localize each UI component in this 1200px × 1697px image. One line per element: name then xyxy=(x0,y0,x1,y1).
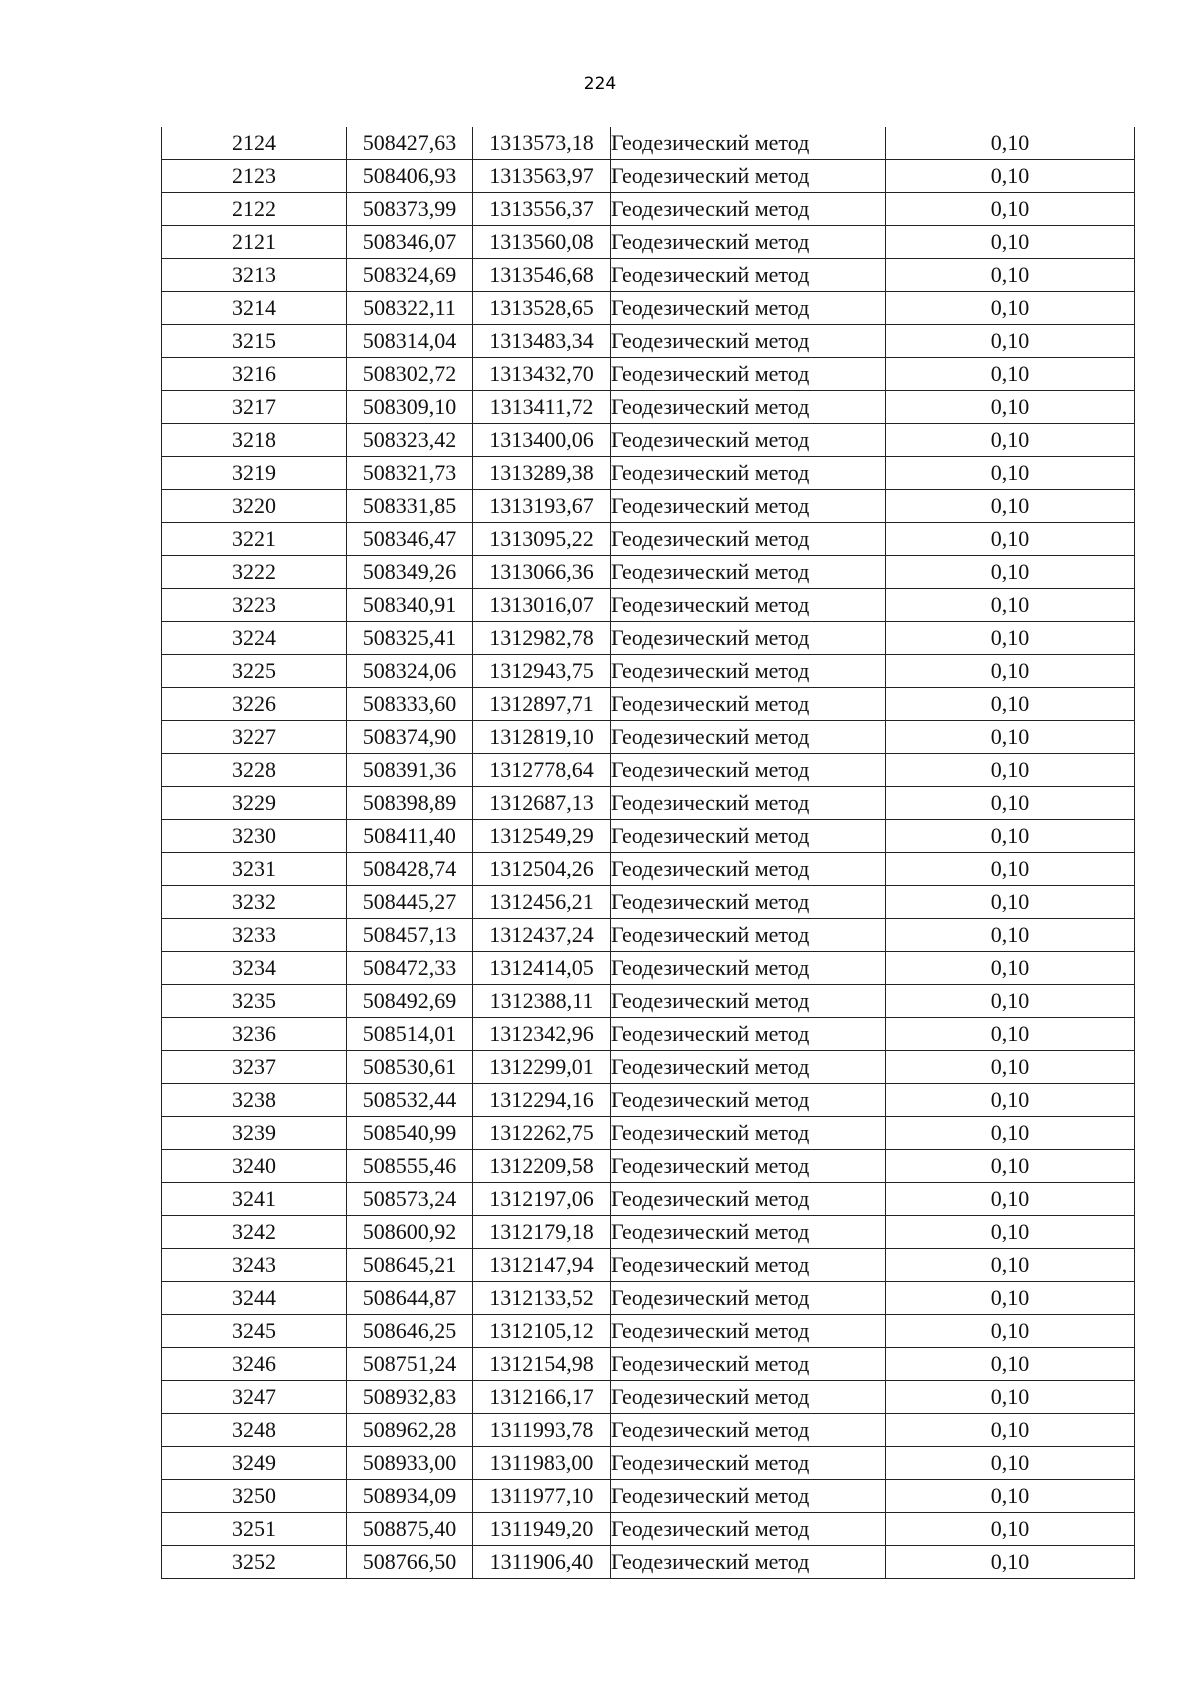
accuracy-cell: 0,10 xyxy=(886,1282,1135,1315)
method-cell: Геодезический метод xyxy=(611,259,886,292)
x-coordinate-cell: 508391,36 xyxy=(347,754,473,787)
y-coordinate-cell: 1312388,11 xyxy=(473,985,611,1018)
accuracy-cell: 0,10 xyxy=(886,1018,1135,1051)
table-row xyxy=(162,1447,1135,1480)
method-cell: Геодезический метод xyxy=(611,1381,886,1414)
table-row xyxy=(162,1183,1135,1216)
table-row xyxy=(162,952,1135,985)
point-number-cell: 3236 xyxy=(162,1018,347,1051)
accuracy-cell: 0,10 xyxy=(886,1480,1135,1513)
x-coordinate-cell: 508457,13 xyxy=(347,919,473,952)
table-row xyxy=(162,1480,1135,1513)
method-cell: Геодезический метод xyxy=(611,556,886,589)
y-coordinate-cell: 1312943,75 xyxy=(473,655,611,688)
table-row xyxy=(162,1018,1135,1051)
x-coordinate-cell: 508322,11 xyxy=(347,292,473,325)
y-coordinate-cell: 1313193,67 xyxy=(473,490,611,523)
accuracy-cell: 0,10 xyxy=(886,226,1135,259)
table-row xyxy=(162,391,1135,424)
accuracy-cell: 0,10 xyxy=(886,1117,1135,1150)
point-number-cell: 3220 xyxy=(162,490,347,523)
x-coordinate-cell: 508492,69 xyxy=(347,985,473,1018)
y-coordinate-cell: 1312179,18 xyxy=(473,1216,611,1249)
y-coordinate-cell: 1312982,78 xyxy=(473,622,611,655)
table-row xyxy=(162,1546,1135,1579)
point-number-cell: 3215 xyxy=(162,325,347,358)
x-coordinate-cell: 508530,61 xyxy=(347,1051,473,1084)
x-coordinate-cell: 508323,42 xyxy=(347,424,473,457)
coordinates-table-body xyxy=(162,127,1135,1579)
point-number-cell: 3251 xyxy=(162,1513,347,1546)
accuracy-cell: 0,10 xyxy=(886,985,1135,1018)
table-row xyxy=(162,622,1135,655)
x-coordinate-cell: 508573,24 xyxy=(347,1183,473,1216)
x-coordinate-cell: 508514,01 xyxy=(347,1018,473,1051)
x-coordinate-cell: 508555,46 xyxy=(347,1150,473,1183)
point-number-cell: 3243 xyxy=(162,1249,347,1282)
point-number-cell: 3222 xyxy=(162,556,347,589)
method-cell: Геодезический метод xyxy=(611,1480,886,1513)
method-cell: Геодезический метод xyxy=(611,1183,886,1216)
method-cell: Геодезический метод xyxy=(611,853,886,886)
accuracy-cell: 0,10 xyxy=(886,1381,1135,1414)
x-coordinate-cell: 508428,74 xyxy=(347,853,473,886)
y-coordinate-cell: 1311983,00 xyxy=(473,1447,611,1480)
y-coordinate-cell: 1311993,78 xyxy=(473,1414,611,1447)
point-number-cell: 3230 xyxy=(162,820,347,853)
table-row xyxy=(162,127,1135,160)
x-coordinate-cell: 508324,06 xyxy=(347,655,473,688)
table-row xyxy=(162,688,1135,721)
accuracy-cell: 0,10 xyxy=(886,556,1135,589)
table-row xyxy=(162,1117,1135,1150)
accuracy-cell: 0,10 xyxy=(886,1216,1135,1249)
method-cell: Геодезический метод xyxy=(611,622,886,655)
method-cell: Геодезический метод xyxy=(611,127,886,160)
x-coordinate-cell: 508472,33 xyxy=(347,952,473,985)
x-coordinate-cell: 508325,41 xyxy=(347,622,473,655)
method-cell: Геодезический метод xyxy=(611,1018,886,1051)
table-row xyxy=(162,325,1135,358)
accuracy-cell: 0,10 xyxy=(886,127,1135,160)
y-coordinate-cell: 1313546,68 xyxy=(473,259,611,292)
point-number-cell: 3219 xyxy=(162,457,347,490)
accuracy-cell: 0,10 xyxy=(886,358,1135,391)
accuracy-cell: 0,10 xyxy=(886,292,1135,325)
x-coordinate-cell: 508934,09 xyxy=(347,1480,473,1513)
point-number-cell: 3248 xyxy=(162,1414,347,1447)
y-coordinate-cell: 1312262,75 xyxy=(473,1117,611,1150)
method-cell: Геодезический метод xyxy=(611,820,886,853)
page-number: 224 xyxy=(583,74,617,94)
x-coordinate-cell: 508751,24 xyxy=(347,1348,473,1381)
accuracy-cell: 0,10 xyxy=(886,919,1135,952)
y-coordinate-cell: 1312197,06 xyxy=(473,1183,611,1216)
method-cell: Геодезический метод xyxy=(611,721,886,754)
table-row xyxy=(162,1381,1135,1414)
table-row xyxy=(162,919,1135,952)
x-coordinate-cell: 508406,93 xyxy=(347,160,473,193)
method-cell: Геодезический метод xyxy=(611,1150,886,1183)
y-coordinate-cell: 1313289,38 xyxy=(473,457,611,490)
accuracy-cell: 0,10 xyxy=(886,754,1135,787)
x-coordinate-cell: 508411,40 xyxy=(347,820,473,853)
accuracy-cell: 0,10 xyxy=(886,952,1135,985)
table-row xyxy=(162,721,1135,754)
accuracy-cell: 0,10 xyxy=(886,1513,1135,1546)
method-cell: Геодезический метод xyxy=(611,952,886,985)
y-coordinate-cell: 1311906,40 xyxy=(473,1546,611,1579)
method-cell: Геодезический метод xyxy=(611,193,886,226)
accuracy-cell: 0,10 xyxy=(886,721,1135,754)
table-row xyxy=(162,424,1135,457)
x-coordinate-cell: 508646,25 xyxy=(347,1315,473,1348)
table-row xyxy=(162,1051,1135,1084)
point-number-cell: 3237 xyxy=(162,1051,347,1084)
point-number-cell: 3238 xyxy=(162,1084,347,1117)
y-coordinate-cell: 1313411,72 xyxy=(473,391,611,424)
point-number-cell: 3217 xyxy=(162,391,347,424)
x-coordinate-cell: 508309,10 xyxy=(347,391,473,424)
x-coordinate-cell: 508302,72 xyxy=(347,358,473,391)
accuracy-cell: 0,10 xyxy=(886,160,1135,193)
method-cell: Геодезический метод xyxy=(611,688,886,721)
y-coordinate-cell: 1311977,10 xyxy=(473,1480,611,1513)
y-coordinate-cell: 1312778,64 xyxy=(473,754,611,787)
point-number-cell: 3239 xyxy=(162,1117,347,1150)
method-cell: Геодезический метод xyxy=(611,1348,886,1381)
method-cell: Геодезический метод xyxy=(611,1447,886,1480)
y-coordinate-cell: 1312294,16 xyxy=(473,1084,611,1117)
coordinates-table xyxy=(161,127,1135,1579)
point-number-cell: 3244 xyxy=(162,1282,347,1315)
point-number-cell: 3247 xyxy=(162,1381,347,1414)
method-cell: Геодезический метод xyxy=(611,160,886,193)
table-row xyxy=(162,226,1135,259)
y-coordinate-cell: 1312299,01 xyxy=(473,1051,611,1084)
accuracy-cell: 0,10 xyxy=(886,1150,1135,1183)
point-number-cell: 3241 xyxy=(162,1183,347,1216)
table-row xyxy=(162,292,1135,325)
accuracy-cell: 0,10 xyxy=(886,886,1135,919)
x-coordinate-cell: 508532,44 xyxy=(347,1084,473,1117)
y-coordinate-cell: 1313556,37 xyxy=(473,193,611,226)
point-number-cell: 3252 xyxy=(162,1546,347,1579)
accuracy-cell: 0,10 xyxy=(886,1447,1135,1480)
point-number-cell: 3216 xyxy=(162,358,347,391)
point-number-cell: 3232 xyxy=(162,886,347,919)
table-row xyxy=(162,655,1135,688)
accuracy-cell: 0,10 xyxy=(886,853,1135,886)
point-number-cell: 3213 xyxy=(162,259,347,292)
x-coordinate-cell: 508314,04 xyxy=(347,325,473,358)
method-cell: Геодезический метод xyxy=(611,292,886,325)
x-coordinate-cell: 508600,92 xyxy=(347,1216,473,1249)
point-number-cell: 3229 xyxy=(162,787,347,820)
point-number-cell: 2121 xyxy=(162,226,347,259)
method-cell: Геодезический метод xyxy=(611,1414,886,1447)
table-row xyxy=(162,787,1135,820)
y-coordinate-cell: 1312456,21 xyxy=(473,886,611,919)
accuracy-cell: 0,10 xyxy=(886,1414,1135,1447)
accuracy-cell: 0,10 xyxy=(886,193,1135,226)
table-row xyxy=(162,853,1135,886)
table-row xyxy=(162,490,1135,523)
method-cell: Геодезический метод xyxy=(611,424,886,457)
x-coordinate-cell: 508374,90 xyxy=(347,721,473,754)
x-coordinate-cell: 508540,99 xyxy=(347,1117,473,1150)
method-cell: Геодезический метод xyxy=(611,325,886,358)
point-number-cell: 3224 xyxy=(162,622,347,655)
y-coordinate-cell: 1313573,18 xyxy=(473,127,611,160)
x-coordinate-cell: 508427,63 xyxy=(347,127,473,160)
accuracy-cell: 0,10 xyxy=(886,655,1135,688)
accuracy-cell: 0,10 xyxy=(886,589,1135,622)
method-cell: Геодезический метод xyxy=(611,358,886,391)
accuracy-cell: 0,10 xyxy=(886,424,1135,457)
point-number-cell: 3214 xyxy=(162,292,347,325)
accuracy-cell: 0,10 xyxy=(886,1051,1135,1084)
method-cell: Геодезический метод xyxy=(611,457,886,490)
x-coordinate-cell: 508333,60 xyxy=(347,688,473,721)
point-number-cell: 3228 xyxy=(162,754,347,787)
x-coordinate-cell: 508766,50 xyxy=(347,1546,473,1579)
point-number-cell: 3221 xyxy=(162,523,347,556)
x-coordinate-cell: 508321,73 xyxy=(347,457,473,490)
method-cell: Геодезический метод xyxy=(611,1282,886,1315)
x-coordinate-cell: 508875,40 xyxy=(347,1513,473,1546)
table-row xyxy=(162,1348,1135,1381)
accuracy-cell: 0,10 xyxy=(886,391,1135,424)
x-coordinate-cell: 508645,21 xyxy=(347,1249,473,1282)
x-coordinate-cell: 508331,85 xyxy=(347,490,473,523)
point-number-cell: 3227 xyxy=(162,721,347,754)
y-coordinate-cell: 1313432,70 xyxy=(473,358,611,391)
point-number-cell: 3225 xyxy=(162,655,347,688)
point-number-cell: 3226 xyxy=(162,688,347,721)
accuracy-cell: 0,10 xyxy=(886,1183,1135,1216)
y-coordinate-cell: 1313066,36 xyxy=(473,556,611,589)
y-coordinate-cell: 1312342,96 xyxy=(473,1018,611,1051)
x-coordinate-cell: 508445,27 xyxy=(347,886,473,919)
x-coordinate-cell: 508373,99 xyxy=(347,193,473,226)
table-row xyxy=(162,1216,1135,1249)
table-row xyxy=(162,985,1135,1018)
method-cell: Геодезический метод xyxy=(611,589,886,622)
table-row xyxy=(162,160,1135,193)
accuracy-cell: 0,10 xyxy=(886,1249,1135,1282)
accuracy-cell: 0,10 xyxy=(886,1315,1135,1348)
table-row xyxy=(162,358,1135,391)
point-number-cell: 3233 xyxy=(162,919,347,952)
method-cell: Геодезический метод xyxy=(611,1513,886,1546)
table-row xyxy=(162,457,1135,490)
y-coordinate-cell: 1313563,97 xyxy=(473,160,611,193)
table-row xyxy=(162,1315,1135,1348)
method-cell: Геодезический метод xyxy=(611,1315,886,1348)
table-row xyxy=(162,754,1135,787)
y-coordinate-cell: 1312819,10 xyxy=(473,721,611,754)
point-number-cell: 2122 xyxy=(162,193,347,226)
point-number-cell: 3235 xyxy=(162,985,347,1018)
x-coordinate-cell: 508324,69 xyxy=(347,259,473,292)
x-coordinate-cell: 508340,91 xyxy=(347,589,473,622)
point-number-cell: 2124 xyxy=(162,127,347,160)
table-row xyxy=(162,589,1135,622)
accuracy-cell: 0,10 xyxy=(886,787,1135,820)
method-cell: Геодезический метод xyxy=(611,886,886,919)
y-coordinate-cell: 1313016,07 xyxy=(473,589,611,622)
x-coordinate-cell: 508349,26 xyxy=(347,556,473,589)
y-coordinate-cell: 1313528,65 xyxy=(473,292,611,325)
y-coordinate-cell: 1312133,52 xyxy=(473,1282,611,1315)
method-cell: Геодезический метод xyxy=(611,787,886,820)
accuracy-cell: 0,10 xyxy=(886,457,1135,490)
point-number-cell: 3240 xyxy=(162,1150,347,1183)
accuracy-cell: 0,10 xyxy=(886,325,1135,358)
y-coordinate-cell: 1312105,12 xyxy=(473,1315,611,1348)
point-number-cell: 3242 xyxy=(162,1216,347,1249)
x-coordinate-cell: 508932,83 xyxy=(347,1381,473,1414)
method-cell: Геодезический метод xyxy=(611,1216,886,1249)
y-coordinate-cell: 1312414,05 xyxy=(473,952,611,985)
accuracy-cell: 0,10 xyxy=(886,523,1135,556)
y-coordinate-cell: 1312897,71 xyxy=(473,688,611,721)
method-cell: Геодезический метод xyxy=(611,391,886,424)
accuracy-cell: 0,10 xyxy=(886,490,1135,523)
point-number-cell: 3223 xyxy=(162,589,347,622)
y-coordinate-cell: 1312209,58 xyxy=(473,1150,611,1183)
method-cell: Геодезический метод xyxy=(611,655,886,688)
method-cell: Геодезический метод xyxy=(611,1051,886,1084)
accuracy-cell: 0,10 xyxy=(886,259,1135,292)
point-number-cell: 3231 xyxy=(162,853,347,886)
y-coordinate-cell: 1312687,13 xyxy=(473,787,611,820)
y-coordinate-cell: 1313095,22 xyxy=(473,523,611,556)
x-coordinate-cell: 508346,47 xyxy=(347,523,473,556)
x-coordinate-cell: 508962,28 xyxy=(347,1414,473,1447)
x-coordinate-cell: 508644,87 xyxy=(347,1282,473,1315)
table-row xyxy=(162,1150,1135,1183)
accuracy-cell: 0,10 xyxy=(886,688,1135,721)
point-number-cell: 3246 xyxy=(162,1348,347,1381)
table-row xyxy=(162,556,1135,589)
accuracy-cell: 0,10 xyxy=(886,1348,1135,1381)
table-row xyxy=(162,820,1135,853)
y-coordinate-cell: 1313560,08 xyxy=(473,226,611,259)
y-coordinate-cell: 1312154,98 xyxy=(473,1348,611,1381)
y-coordinate-cell: 1312437,24 xyxy=(473,919,611,952)
accuracy-cell: 0,10 xyxy=(886,622,1135,655)
x-coordinate-cell: 508346,07 xyxy=(347,226,473,259)
method-cell: Геодезический метод xyxy=(611,1546,886,1579)
y-coordinate-cell: 1313483,34 xyxy=(473,325,611,358)
table-row xyxy=(162,1249,1135,1282)
point-number-cell: 2123 xyxy=(162,160,347,193)
table-row xyxy=(162,1513,1135,1546)
method-cell: Геодезический метод xyxy=(611,490,886,523)
point-number-cell: 3234 xyxy=(162,952,347,985)
point-number-cell: 3218 xyxy=(162,424,347,457)
y-coordinate-cell: 1312147,94 xyxy=(473,1249,611,1282)
table-row xyxy=(162,1414,1135,1447)
y-coordinate-cell: 1312504,26 xyxy=(473,853,611,886)
table-row xyxy=(162,259,1135,292)
method-cell: Геодезический метод xyxy=(611,226,886,259)
y-coordinate-cell: 1312166,17 xyxy=(473,1381,611,1414)
accuracy-cell: 0,10 xyxy=(886,1546,1135,1579)
method-cell: Геодезический метод xyxy=(611,754,886,787)
point-number-cell: 3250 xyxy=(162,1480,347,1513)
y-coordinate-cell: 1313400,06 xyxy=(473,424,611,457)
point-number-cell: 3245 xyxy=(162,1315,347,1348)
table-row xyxy=(162,523,1135,556)
method-cell: Геодезический метод xyxy=(611,523,886,556)
table-row xyxy=(162,193,1135,226)
accuracy-cell: 0,10 xyxy=(886,820,1135,853)
accuracy-cell: 0,10 xyxy=(886,1084,1135,1117)
table-row xyxy=(162,1282,1135,1315)
x-coordinate-cell: 508398,89 xyxy=(347,787,473,820)
table-row xyxy=(162,1084,1135,1117)
method-cell: Геодезический метод xyxy=(611,1249,886,1282)
method-cell: Геодезический метод xyxy=(611,1084,886,1117)
method-cell: Геодезический метод xyxy=(611,919,886,952)
method-cell: Геодезический метод xyxy=(611,985,886,1018)
x-coordinate-cell: 508933,00 xyxy=(347,1447,473,1480)
method-cell: Геодезический метод xyxy=(611,1117,886,1150)
y-coordinate-cell: 1312549,29 xyxy=(473,820,611,853)
y-coordinate-cell: 1311949,20 xyxy=(473,1513,611,1546)
point-number-cell: 3249 xyxy=(162,1447,347,1480)
table-row xyxy=(162,886,1135,919)
